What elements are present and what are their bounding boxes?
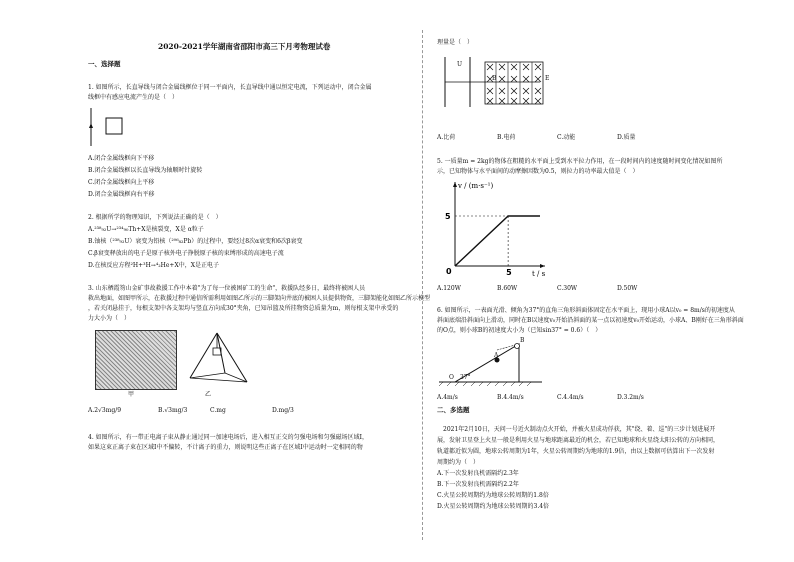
q5-option-d[interactable]: D.50W	[617, 285, 638, 292]
section-heading-choice: 一、选择题	[88, 60, 121, 68]
q7-option-c[interactable]: C.火星公转周期约为地球公转周期的1.8倍	[437, 492, 549, 499]
q4-label-u: U	[457, 61, 463, 68]
q3-option-b[interactable]: B.√3mg/3	[158, 407, 188, 414]
q6-option-d[interactable]: D.3.2m/s	[617, 394, 644, 401]
q7-stem-line3: 轨道都近似为圆，地球公转周期为1年，火星公转周期约为地球的1.9倍，由以上数据可估算出下一次发射	[437, 448, 715, 455]
q7-stem-line1: 2021年2月10日，天问一号近火制动点火开始，并被火星成功俘获，其"绕、着、巡"的三步计划进展开	[437, 426, 716, 433]
section-heading-multi: 二、多选题	[437, 406, 470, 414]
q4-stem-line3: 理量是（ ）	[437, 39, 474, 46]
q5-velocity-chart	[440, 178, 550, 278]
q5-xlabel: t / s	[532, 270, 546, 278]
q4-label-b: B	[492, 75, 497, 82]
q2-stem: 2. 根据所学的物理知识，下列说法正确的是（ ）	[88, 214, 222, 221]
q3-rescue-photo	[95, 330, 177, 390]
q3-stem-line1: 3. 山东栖霞笏山金矿事故救援工作中本着"为了每一位被困矿工的生命"，救援队经多日，最终将被困人员	[88, 285, 366, 292]
q1-option-c[interactable]: C.闭合金属线框向上平移	[88, 179, 155, 186]
q6-label-angle: 37°	[460, 374, 471, 381]
q1-stem-line2: 线框中有感应电流产生的是（ ）	[88, 94, 179, 101]
q5-origin-label: 0	[446, 267, 452, 276]
q1-option-a[interactable]: A.闭合金属线框向下平移	[88, 155, 155, 162]
q5-stem-line2: 示，已知物体与水平面间的动摩擦因数为0.5，则拉力的功率最大值是（ ）	[437, 168, 639, 175]
q3-label-yi: 乙	[205, 391, 212, 398]
q4-stem-line2: 如果这束正离子束在区域Ⅰ中不偏转，不计离子的重力，则说明这些正离子在区域Ⅰ中运动时一定相同的物	[88, 444, 363, 451]
q6-stem-line3: 的O点，则小球B的初速度大小为（已知sin37° = 0.6）（ ）	[437, 327, 602, 334]
q7-stem-line4: 周期约为（ ）	[437, 459, 480, 466]
q5-velocity-line	[455, 216, 540, 266]
q2-option-b[interactable]: B.铀核（²³⁸₉₂U）衰变为铅核（²⁰⁶₈₂Pb）的过程中，要经过8次α衰变和6次β衰变	[88, 238, 303, 245]
q7-option-d[interactable]: D.火星公转周期约为地球公转周期的3.4倍	[437, 503, 550, 510]
q4-stem-line1: 4. 如图所示，有一带正电离子束从静止通过同一加速电场后，进入相互正交的匀强电场和匀强磁场区域Ⅰ，	[88, 434, 369, 441]
q3-label-jia: 甲	[128, 391, 135, 398]
q1-option-b[interactable]: B.闭合金属线框以长直导线为轴顺时针旋转	[88, 167, 203, 174]
q5-ylabel: v / (m·s⁻¹)	[458, 182, 494, 190]
q7-stem-line2: 展，发射卫星登上火星一般是利用火星与地球距离最近的机会，若已知地球和火星绕太阳公转的方向相同，	[437, 437, 720, 444]
q6-stem-line2: 斜面底端沿斜面向上滑动，同时在B以速度v₀开始沿斜面的某一点以初速度v₀开始运动，小球A、B刚好在三角形斜面	[437, 317, 744, 324]
q5-stem-line1: 5. 一质量m = 2kg的物体在粗糙的水平面上受到水平拉力作用，在一段时间内的速度随时间变化情况如图所	[437, 158, 723, 165]
q2-option-c[interactable]: C.β衰变释放出的电子是原子核外电子挣脱原子核的束缚形成的高速电子流	[88, 250, 284, 257]
q4-option-a[interactable]: A.比荷	[437, 134, 456, 141]
q1-option-d[interactable]: D.闭合金属线框向右平移	[88, 191, 155, 198]
q3-stem-line2: 救出地面，如图甲所示，在救援过程中通信所需利用如图乙所示的三脚架向井底的被困人员提供物资，三脚架能化如图乙所示模型	[88, 295, 431, 302]
q5-option-a[interactable]: A.120W	[437, 285, 461, 292]
column-divider	[422, 30, 423, 540]
q6-label-o: O	[449, 374, 454, 381]
q3-stem-line4: 力大小为（ ）	[88, 315, 131, 322]
q3-tripod-figure	[185, 328, 255, 388]
q3-option-a[interactable]: A.2√3mg/9	[88, 407, 122, 414]
q1-stem-line1: 1. 如图所示，长直导线与闭合金属线框位于同一平面内，长直导线中通以恒定电流，下列运动中，闭合金属	[88, 84, 372, 91]
q5-ytick-label: 5	[445, 212, 451, 221]
q6-label-a: A	[494, 352, 499, 359]
q6-option-a[interactable]: A.4m/s	[437, 394, 458, 401]
q2-option-d[interactable]: D.在核反应方程²H+³H→⁴₂He+X中，X是正电子	[88, 262, 219, 269]
q3-option-c[interactable]: C.mg	[210, 407, 226, 414]
q6-option-b[interactable]: B.4.4m/s	[497, 394, 524, 401]
q4-option-b[interactable]: B.电荷	[497, 134, 516, 141]
q5-xtick-label: 5	[506, 268, 512, 277]
q1-wire-loop-figure	[88, 106, 138, 148]
q7-option-b[interactable]: B.下一次发射良机需隔约2.2年	[437, 481, 519, 488]
q3-stem-line3: ，若关闭悬挂于，每根支架中各支架均与竖直方向成30°夹角，已知吊篮及所挂物资总质量为m，则每根支架中承受的	[88, 305, 399, 312]
q4-label-e: E	[545, 75, 550, 82]
q6-option-c[interactable]: C.4.4m/s	[557, 394, 584, 401]
page-title: 2020-2021学年湖南省邵阳市高三下月考物理试卷	[158, 42, 331, 51]
q4-option-d[interactable]: D.质量	[617, 134, 636, 141]
q7-option-a[interactable]: A.下一次发射良机需隔约2.3年	[437, 470, 519, 477]
q6-label-b: B	[520, 337, 525, 344]
q2-option-a[interactable]: A.²³⁸₉₂U→²³⁴₉₀Th+X是核裂变，X是 α粒子	[88, 226, 204, 233]
q6-stem-line1: 6. 如图所示，一表面光滑、倾角为37°的直角三角形斜面体固定在水平面上，现用小球A以v₀ = 8m/s的初速度从	[437, 307, 735, 314]
q3-option-d[interactable]: D.mg/3	[272, 407, 294, 414]
q4-option-c[interactable]: C.动能	[557, 134, 576, 141]
q5-option-b[interactable]: B.60W	[497, 285, 518, 292]
q5-option-c[interactable]: C.30W	[557, 285, 578, 292]
